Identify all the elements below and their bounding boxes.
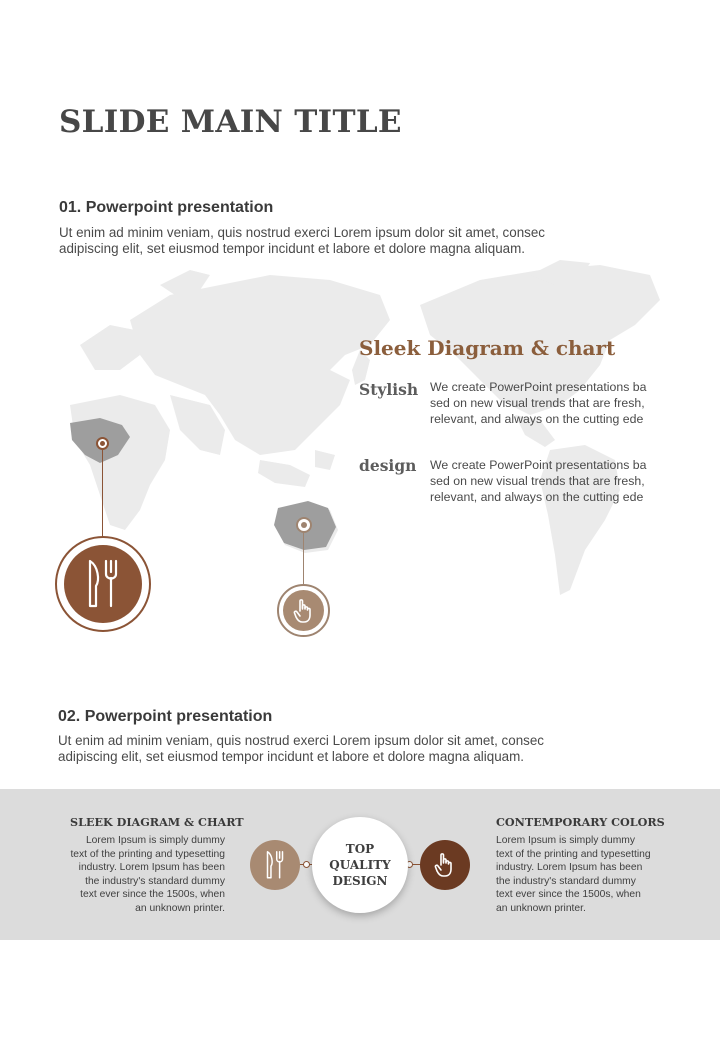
keyword-stylish: Stylish — [359, 380, 419, 399]
connector-dot-left — [303, 861, 310, 868]
keyword-design: design — [359, 456, 417, 475]
marker-line-west-africa — [102, 450, 103, 537]
world-map — [60, 255, 670, 605]
band-left-text — [49, 834, 225, 916]
band-right-line: industry. Lorem Ipsum has been — [496, 862, 643, 874]
badge-line3: DESIGN — [332, 874, 388, 888]
fork-knife-icon — [250, 840, 300, 890]
fork-knife-badge — [55, 536, 151, 632]
band-left-line: text of the printing and typesetting — [70, 848, 225, 860]
stylish-line3: relevant, and always on the cutting ede — [430, 412, 644, 426]
section1-line2: adipiscing elit, set eiusmod tempor incidunt et labore et dolore magna aliquam. — [59, 241, 525, 256]
section1-line1: Ut enim ad minim veniam, quis nostrud exerci Lorem ipsum dolor sit amet, consec — [59, 225, 545, 240]
stylish-description — [430, 379, 666, 427]
section2-line1: Ut enim ad minim veniam, quis nostrud exerci Lorem ipsum dolor sit amet, consec — [58, 733, 544, 748]
section2-heading: 02. Powerpoint presentation — [58, 708, 273, 725]
section1-body — [59, 225, 589, 257]
design-line3: relevant, and always on the cutting ede — [430, 490, 644, 504]
marker-line-australia — [303, 533, 304, 585]
hand-pointer-icon — [283, 590, 324, 631]
marker-dot — [100, 441, 105, 446]
stylish-line2: sed on new visual trends that are fresh, — [430, 396, 645, 410]
band-left-line: industry. Lorem Ipsum has been — [78, 862, 225, 874]
band-right-line: the industry's standard dummy — [496, 875, 636, 887]
band-left-line: text ever since the 1500s, when — [80, 889, 225, 901]
band-right-line: text ever since the 1500s, when — [496, 889, 641, 901]
band-right-title: CONTEMPORARY COLORS — [496, 815, 665, 829]
design-line1: We create PowerPoint presentations ba — [430, 458, 647, 472]
stylish-line1: We create PowerPoint presentations ba — [430, 380, 647, 394]
band-right-text — [496, 834, 672, 916]
design-description — [430, 457, 666, 505]
marker-dot — [301, 522, 307, 528]
hand-badge — [277, 584, 330, 637]
band-left-line: Lorem Ipsum is simply dummy — [85, 835, 225, 846]
band-right-line: text of the printing and typesetting — [496, 848, 651, 860]
page-title: SLIDE MAIN TITLE — [59, 104, 402, 140]
diagram-title: Sleek Diagram & chart — [359, 336, 616, 360]
section1-heading: 01. Powerpoint presentation — [59, 199, 274, 216]
band-right-line: an unknown printer. — [496, 902, 586, 914]
map-marker-australia — [296, 517, 312, 533]
band-left-line: the industry's standard dummy — [85, 875, 225, 887]
fork-knife-icon — [64, 545, 142, 623]
map-marker-west-africa — [96, 437, 109, 450]
band-right-line: Lorem Ipsum is simply dummy — [496, 835, 636, 846]
band-left-title: SLEEK DIAGRAM & CHART — [70, 815, 244, 829]
hand-pointer-icon — [420, 840, 470, 890]
band-left-line: an unknown printer. — [135, 902, 225, 914]
section2-body — [58, 733, 588, 765]
top-quality-design-badge — [312, 817, 408, 913]
badge-line1: TOP — [345, 842, 375, 856]
section2-line2: adipiscing elit, set eiusmod tempor incidunt et labore et dolore magna aliquam. — [58, 749, 524, 764]
design-line2: sed on new visual trends that are fresh, — [430, 474, 645, 488]
badge-line2: QUALITY — [329, 858, 391, 872]
